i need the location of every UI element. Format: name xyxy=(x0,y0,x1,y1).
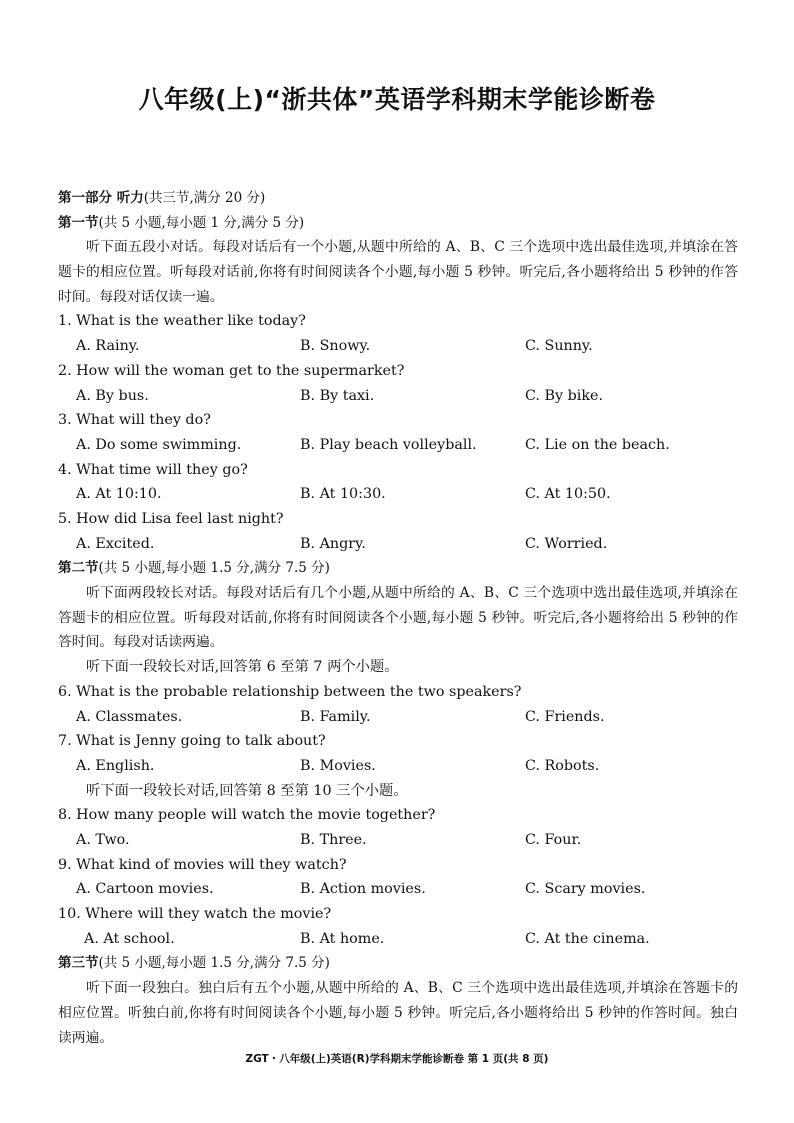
question-3: 3. What will they do? xyxy=(58,412,211,429)
option-b: B. Movies. xyxy=(300,757,376,774)
options-4 xyxy=(58,482,738,507)
options-1 xyxy=(58,334,738,359)
exam-content xyxy=(58,186,738,1050)
option-a: A. Do some swimming. xyxy=(76,436,242,453)
options-10 xyxy=(58,927,738,952)
option-c: C. Robots. xyxy=(525,757,600,774)
options-3 xyxy=(58,433,738,458)
question-7: 7. What is Jenny going to talk about? xyxy=(58,733,326,750)
part1-heading-note: (共三节,满分 20 分) xyxy=(143,190,266,206)
option-b: B. Snowy. xyxy=(300,338,371,355)
option-a: A. Classmates. xyxy=(76,708,183,725)
option-a: A. Rainy. xyxy=(76,338,140,355)
option-c: C. Four. xyxy=(525,831,582,848)
option-b: B. Family. xyxy=(300,708,371,725)
option-b: B. Three. xyxy=(300,831,367,848)
section2-sub1: 听下面一段较长对话,回答第 6 至第 7 两个小题。 xyxy=(86,659,399,676)
option-a: A. At 10:10. xyxy=(76,486,162,503)
option-b: B. Angry. xyxy=(300,535,366,552)
section2-instructions: 听下面两段较长对话。每段对话后有几个小题,从题中所给的 A、B、C 三个选项中选出最佳选项,并填涂在答题卡的相应位置。听每段对话前,你将有时间阅读各个小题,每小题 5 秒钟。听完后,各小题将给出 5 秒钟的作答时间。每段对话读两遍。 xyxy=(58,585,738,651)
question-4: 4. What time will they go? xyxy=(58,461,248,478)
section1-heading xyxy=(58,211,738,236)
option-a: A. Two. xyxy=(76,831,130,848)
question-5: 5. How did Lisa feel last night? xyxy=(58,510,284,527)
section1-heading-note: (共 5 小题,每小题 1 分,满分 5 分) xyxy=(98,214,305,231)
section2-sub2: 听下面一段较长对话,回答第 8 至第 10 三个小题。 xyxy=(86,782,408,799)
option-c: C. Worried. xyxy=(525,535,608,552)
question-2: 2. How will the woman get to the supermarket? xyxy=(58,362,405,379)
options-2 xyxy=(58,384,738,409)
section3-heading-label: 第三节 xyxy=(58,955,99,972)
option-a: A. At school. xyxy=(84,930,175,947)
section3-heading xyxy=(58,951,738,976)
options-5 xyxy=(58,532,738,557)
question-1: 1. What is the weather like today? xyxy=(58,313,306,330)
option-c: C. Lie on the beach. xyxy=(525,436,670,453)
question-10: 10. Where will they watch the movie? xyxy=(58,906,332,923)
options-7 xyxy=(58,754,738,779)
question-9: 9. What kind of movies will they watch? xyxy=(58,856,347,873)
option-c: C. Friends. xyxy=(525,708,605,725)
options-9 xyxy=(58,877,738,902)
option-a: A. English. xyxy=(76,757,155,774)
options-6 xyxy=(58,705,738,730)
option-c: C. By bike. xyxy=(525,387,604,404)
option-a: A. By bus. xyxy=(76,387,149,404)
section2-heading-label: 第二节 xyxy=(58,560,99,577)
option-b: B. At home. xyxy=(300,930,385,947)
section2-heading-note: (共 5 小题,每小题 1.5 分,满分 7.5 分) xyxy=(98,560,330,577)
section3-instructions: 听下面一段独白。独白后有五个小题,从题中所给的 A、B、C 三个选项中选出最佳选项,并填涂在答题卡的相应位置。听独白前,你将有时间阅读各个小题,每小题 5 秒钟。听完后,各小题将给出 5 秒钟的作答时间。独白读两遍。 xyxy=(58,980,738,1046)
option-c: C. At 10:50. xyxy=(525,486,611,503)
section2-heading xyxy=(58,556,738,581)
option-c: C. Scary movies. xyxy=(525,881,646,898)
part1-heading xyxy=(58,186,738,211)
question-6: 6. What is the probable relationship between the two speakers? xyxy=(58,683,522,700)
option-a: A. Cartoon movies. xyxy=(76,881,214,898)
part1-heading-label: 第一部分 听力 xyxy=(58,190,144,206)
option-a: A. Excited. xyxy=(76,535,155,552)
page-title: 八年级(上)“浙共体”英语学科期末学能诊断卷 xyxy=(138,85,656,114)
question-8: 8. How many people will watch the movie together? xyxy=(58,807,436,824)
option-b: B. By taxi. xyxy=(300,387,375,404)
option-b: B. At 10:30. xyxy=(300,486,386,503)
option-c: C. Sunny. xyxy=(525,338,593,355)
section1-heading-label: 第一节 xyxy=(58,214,99,231)
option-b: B. Action movies. xyxy=(300,881,426,898)
section3-heading-note: (共 5 小题,每小题 1.5 分,满分 7.5 分) xyxy=(98,955,330,972)
page-footer: ZGT・八年级(上)英语(R)学科期末学能诊断卷 第 1 页(共 8 页) xyxy=(245,1053,549,1065)
section1-instructions: 听下面五段小对话。每段对话后有一个小题,从题中所给的 A、B、C 三个选项中选出最佳选项,并填涂在答题卡的相应位置。听每段对话前,你将有时间阅读各个小题,每小题 5 秒钟。听完后,各小题将给出 5 秒钟的作答时间。每段对话仅读一遍。 xyxy=(58,239,738,305)
option-b: B. Play beach volleyball. xyxy=(300,436,477,453)
option-c: C. At the cinema. xyxy=(525,930,650,947)
options-8 xyxy=(58,828,738,853)
